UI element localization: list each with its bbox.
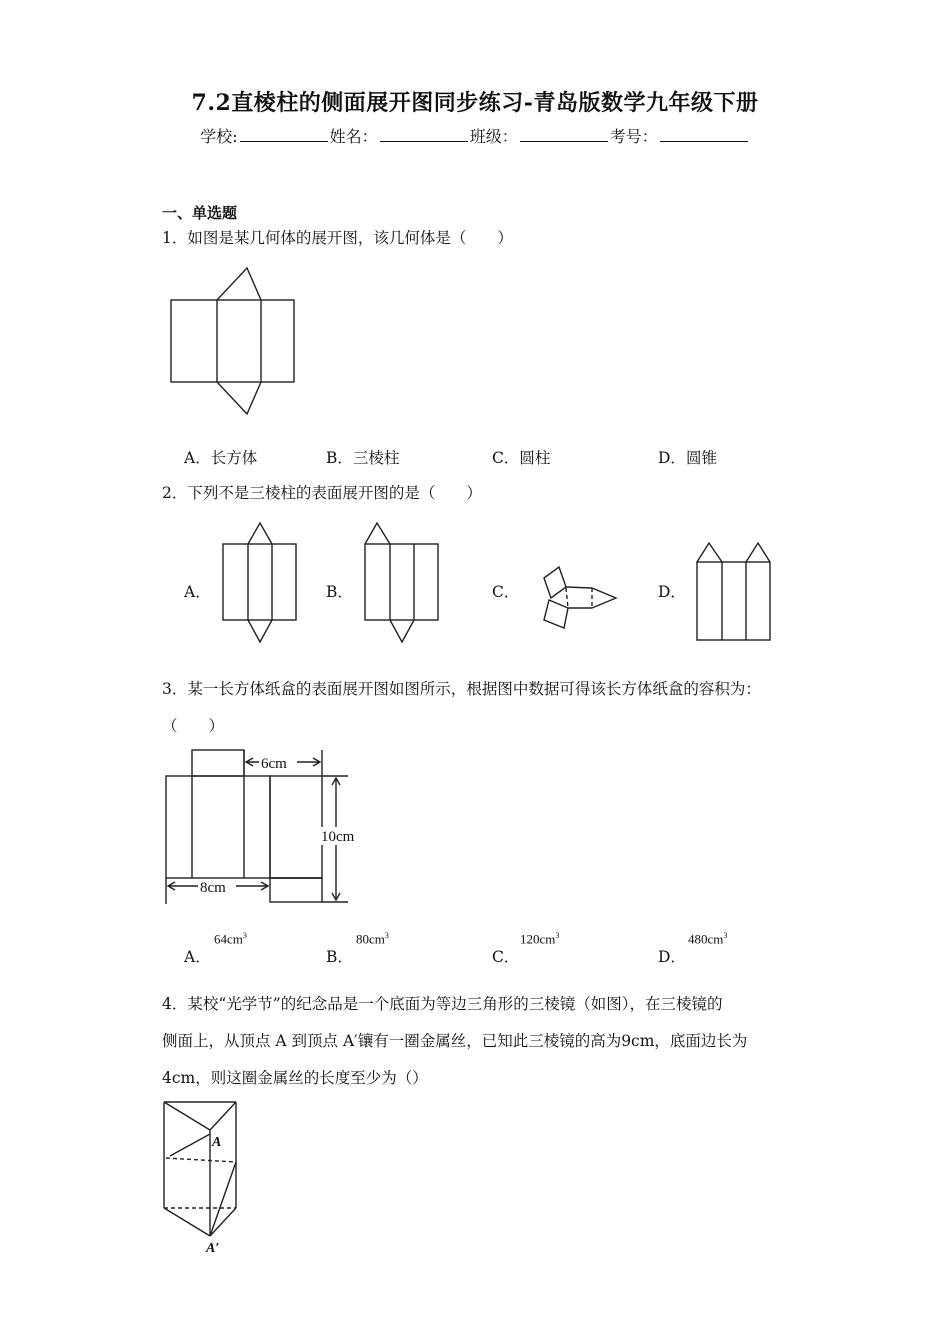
class-label: 班级： bbox=[469, 127, 518, 146]
q1-option-b[interactable] bbox=[326, 446, 399, 468]
question-text: 下列不是三棱柱的表面展开图的是（ ） bbox=[187, 484, 482, 502]
q1-bottom-triangle bbox=[217, 382, 261, 414]
name-blank[interactable] bbox=[380, 127, 468, 142]
q3-option-d-value: $480cm^3$ bbox=[688, 931, 728, 947]
q1-option-c[interactable] bbox=[492, 446, 550, 468]
q2-option-b[interactable]: B． bbox=[326, 583, 353, 601]
q3-option-b[interactable] bbox=[326, 945, 353, 967]
option-letter: A． bbox=[184, 449, 211, 467]
question-1 bbox=[162, 226, 513, 248]
option-letter: D． bbox=[658, 948, 686, 966]
q2-option-c[interactable]: C． bbox=[492, 583, 520, 601]
question-number: 4． bbox=[162, 995, 188, 1013]
question-text: 某一长方体纸盒的表面展开图如图所示，根据图中数据可得该长方体纸盒的容积为： bbox=[187, 680, 761, 698]
question-3 bbox=[162, 677, 761, 699]
option-letter: B． bbox=[326, 449, 353, 467]
option-letter: C． bbox=[492, 948, 520, 966]
option-letter: C． bbox=[492, 449, 520, 467]
q2-option-a[interactable]: A． bbox=[184, 583, 211, 601]
option-letter: A． bbox=[184, 948, 211, 966]
q1-option-d[interactable] bbox=[658, 446, 717, 468]
q2-net-a-figure bbox=[222, 522, 298, 644]
q3-option-a[interactable] bbox=[184, 945, 211, 967]
q3-right-dimension: 10cm bbox=[321, 829, 355, 845]
q1-top-triangle bbox=[217, 268, 261, 300]
question-4-line3: 4cm，则这圈金属丝的长度至少为（） bbox=[162, 1069, 428, 1087]
option-text: 三棱柱 bbox=[352, 449, 400, 467]
question-number: 1． bbox=[162, 229, 188, 247]
question-4 bbox=[162, 992, 722, 1014]
question-4-line2: 侧面上，从顶点 A 到顶点 A′镶有一圈金属丝，已知此三棱镜的高为9cm，底面边长为 bbox=[162, 1032, 748, 1050]
q3-option-d[interactable] bbox=[658, 945, 686, 967]
student-info-line bbox=[0, 124, 950, 147]
question-2 bbox=[162, 481, 482, 503]
number-label: 考号： bbox=[609, 127, 658, 146]
option-text: 长方体 bbox=[210, 449, 258, 467]
question-number: 3． bbox=[162, 680, 188, 698]
question-text: 如图是某几何体的展开图，该几何体是（ ） bbox=[187, 229, 513, 247]
q3-option-a-value: $64cm^3$ bbox=[214, 931, 247, 947]
option-letter: B． bbox=[326, 948, 353, 966]
question-number: 2． bbox=[162, 484, 188, 502]
section-title: 一、单选题 bbox=[162, 204, 238, 222]
q1-net-figure bbox=[170, 266, 296, 416]
school-blank[interactable] bbox=[240, 127, 328, 142]
q3-net-figure bbox=[160, 748, 370, 908]
q2-net-b-figure bbox=[364, 522, 440, 644]
q4-prism-figure bbox=[160, 1100, 250, 1256]
q4-vertex-a-prime-label: A′ bbox=[206, 1241, 220, 1256]
option-letter: D． bbox=[658, 449, 686, 467]
q3-option-c-value: $120cm^3$ bbox=[520, 931, 560, 947]
q2-net-d-figure bbox=[696, 542, 772, 642]
q1-rect bbox=[171, 300, 294, 382]
option-text: 圆柱 bbox=[519, 449, 551, 467]
option-text: 圆锥 bbox=[685, 449, 717, 467]
q3-top-dimension: 6cm bbox=[261, 756, 287, 772]
q2-option-d[interactable]: D． bbox=[658, 583, 686, 601]
q3-option-c[interactable] bbox=[492, 945, 519, 967]
question-text-line1: 某校“光学节”的纪念品是一个底面为等边三角形的三棱镜（如图），在三棱镜的 bbox=[187, 995, 723, 1013]
q2-net-c-figure bbox=[528, 566, 620, 642]
number-blank[interactable] bbox=[660, 127, 748, 142]
q3-option-b-value: $80cm^3$ bbox=[356, 931, 389, 947]
name-label: 姓名： bbox=[329, 127, 378, 146]
q1-option-a[interactable] bbox=[184, 446, 257, 468]
page-title: 7.2直棱柱的侧面展开图同步练习-青岛版数学九年级下册 bbox=[191, 90, 759, 116]
school-label: 学校: bbox=[200, 127, 238, 146]
q4-vertex-a-label: A bbox=[212, 1135, 222, 1150]
question-3-paren: （ ） bbox=[162, 717, 225, 735]
q3-bottom-dimension: 8cm bbox=[200, 880, 226, 896]
class-blank[interactable] bbox=[520, 127, 608, 142]
